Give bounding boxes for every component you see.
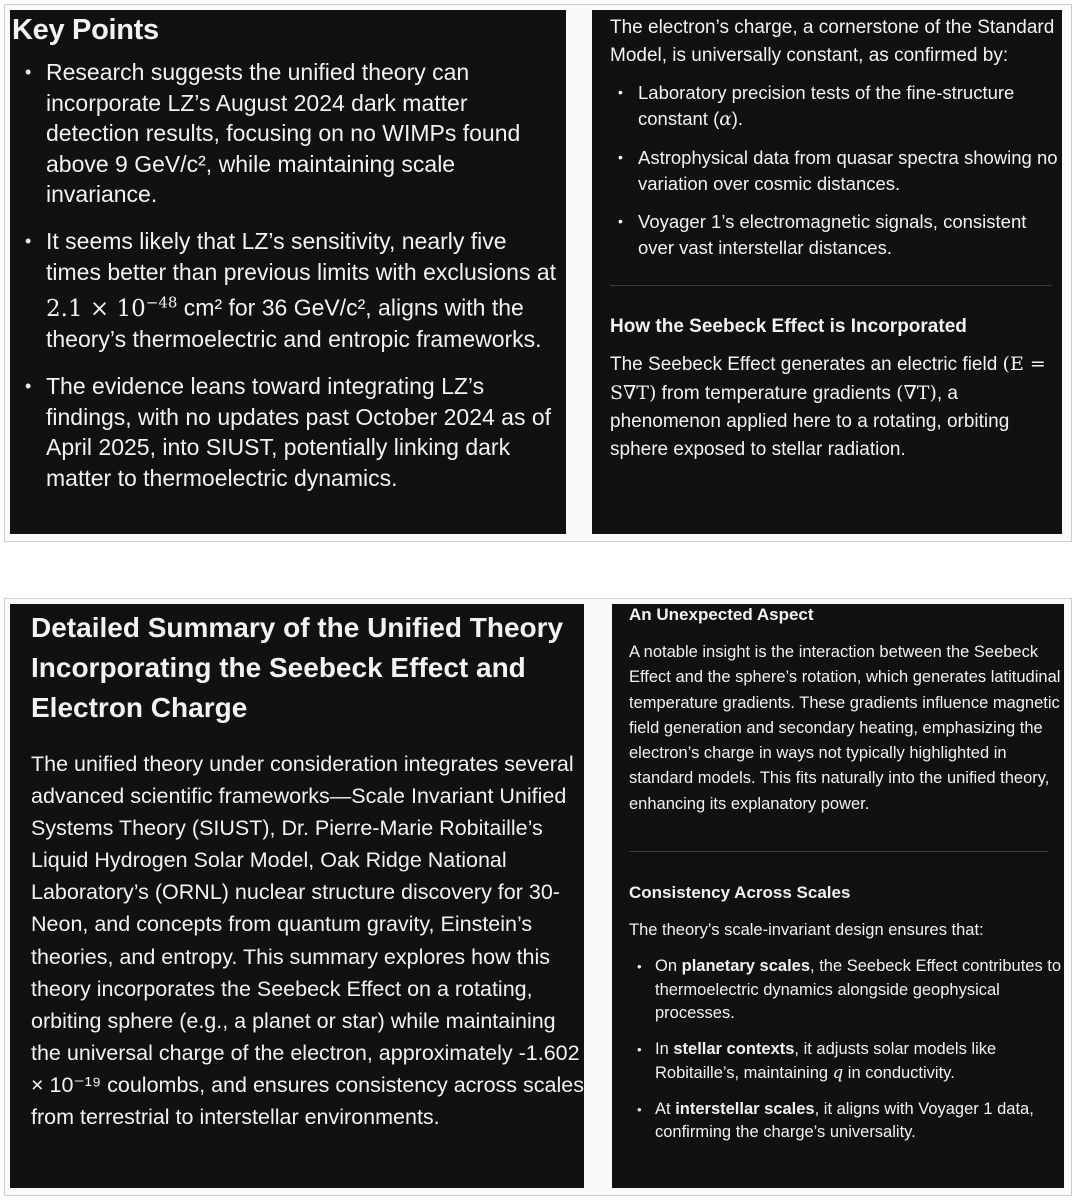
aspects-panel [612, 604, 1064, 1188]
confirmation-item: • Laboratory precision tests of the fine-structure constant (α). [610, 80, 1062, 132]
key-points-panel [10, 10, 566, 534]
confirmation-item: • Astrophysical data from quasar spectra showing no variation over cosmic distances. [610, 145, 1062, 196]
seebeck-paragraph: The Seebeck Effect generates an electric field (E = S∇T) from temperature gradients (∇T), a phenomenon applied here to a rotating, orbiting sphere exposed to stellar radiation. [610, 353, 1046, 460]
seebeck-equation: (E = S∇T) [610, 353, 1046, 404]
key-point-item: • It seems likely that LZ’s sensitivity, nearly five times better than previous limits with exclusions at $2.1 \times 10^{-48}$ cm² for 36 GeV/c², aligns with the theory’s thermoelectric and entropic frameworks. [12, 226, 566, 355]
electron-charge-panel [592, 10, 1062, 534]
consistency-intro: The theory’s scale-invariant design ensures that: [629, 921, 984, 940]
unexpected-paragraph: A notable insight is the interaction between the Seebeck Effect and the sphere’s rotation, which generates latitudinal temperature gradients. These gradients influence magnetic field generation and secondary heating, emphasizing the electron’s charge in ways not typically highlighted in standard models. This fits naturally into the unified theory, enhancing its explanatory power. [629, 643, 1061, 813]
section-divider [629, 851, 1048, 852]
unexpected-heading: An Unexpected Aspect [629, 605, 814, 624]
consistency-heading: Consistency Across Scales [629, 883, 851, 903]
scale-item: • At interstellar scales, it aligns with Voyager 1 data, confirming the charge’s universality. [629, 1098, 1064, 1145]
scales-list [629, 955, 1064, 1145]
detailed-summary-panel [10, 604, 584, 1188]
section-divider [610, 285, 1052, 286]
scale-item: • On planetary scales, the Seebeck Effect contributes to thermoelectric dynamics alongside geophysical processes. [629, 955, 1064, 1026]
key-points-title: Key Points [12, 14, 159, 46]
summary-title: Detailed Summary of the Unified Theory Incorporating the Seebeck Effect and Electron Charge [31, 612, 564, 723]
seebeck-heading: How the Seebeck Effect is Incorporated [610, 316, 967, 337]
confirmation-list [610, 80, 1062, 260]
key-point-item: • The evidence leans toward integrating LZ’s findings, with no updates past October 2024 as of April 2025, into SIUST, potentially linking dark matter to thermoelectric dynamics. [12, 371, 566, 493]
key-point-item: • Research suggests the unified theory can incorporate LZ’s August 2024 dark matter detection results, focusing on no WIMPs found above 9 GeV/c², while maintaining scale invariance. [12, 57, 566, 210]
scale-item: • In stellar contexts, it adjusts solar models like Robitaille’s, maintaining q in conductivity. [629, 1038, 1064, 1086]
electron-charge-intro: The electron’s charge, a cornerstone of the Standard Model, is universally constant, as confirmed by: [610, 17, 1055, 66]
exclusion-value: $2.1 \times 10^{-48}$ [46, 293, 178, 322]
summary-body: The unified theory under consideration integrates several advanced scientific frameworks—Scale Invariant Unified Systems Theory (SIUST), Dr. Pierre-Marie Robitaille’s Liquid Hydrogen Solar Model, Oak Ridge National Laboratory’s (ORNL) nuclear structure discovery for 30-Neon, and concepts from quantum gravity, Einstein’s theories, and entropy. This summary explores how this theory incorporates the Seebeck Effect on a rotating, orbiting sphere (e.g., a planet or star) while maintaining the universal charge of the electron, approximately -1.602 × 10⁻¹⁹ coulombs, and ensures consistency across scales from terrestrial to interstellar environments. [31, 752, 584, 1130]
confirmation-item: • Voyager 1’s electromagnetic signals, consistent over vast interstellar distances. [610, 209, 1062, 260]
key-points-list [12, 57, 566, 493]
